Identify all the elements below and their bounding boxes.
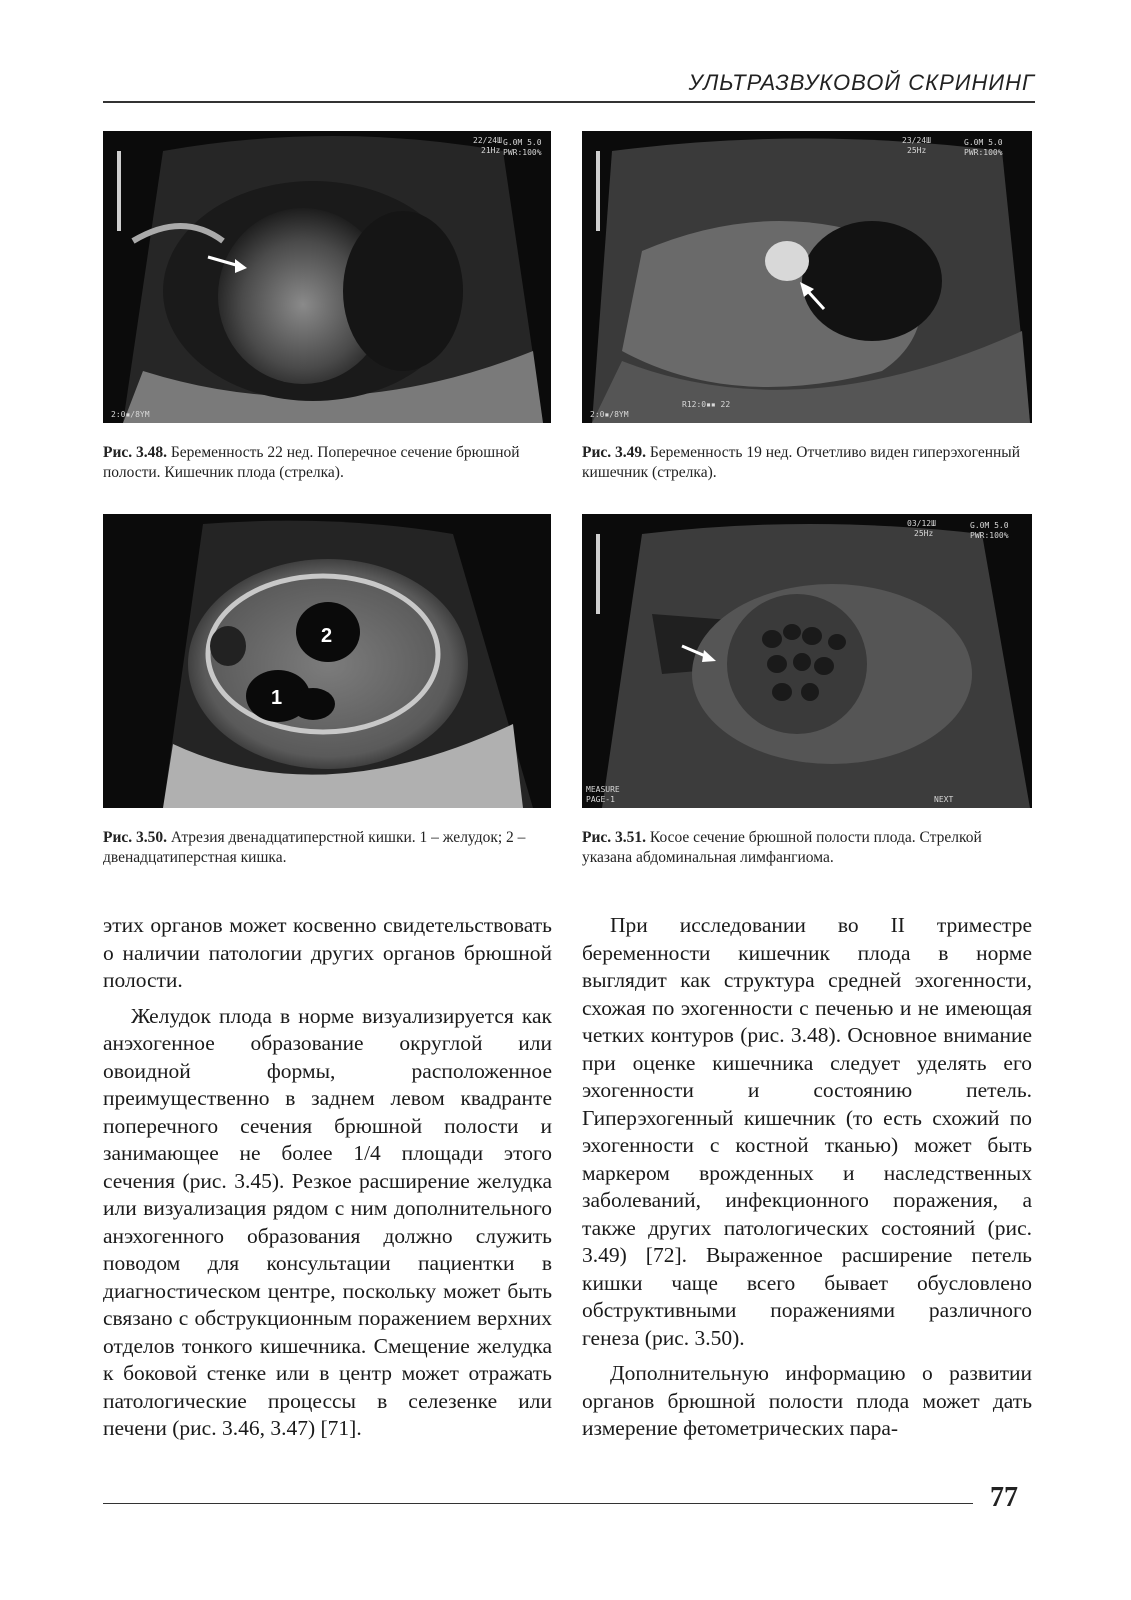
overlay-text: 2:0▪/8YM	[111, 410, 150, 419]
figure-label: Рис. 3.48.	[103, 444, 168, 461]
figure-caption-3-50	[103, 828, 551, 868]
figure-caption-3-48	[103, 443, 551, 483]
figure-label: Рис. 3.51.	[582, 829, 647, 846]
figure-caption-3-51	[582, 828, 1032, 868]
body-column-right	[582, 912, 1032, 1443]
overlay-text: 25Hz	[907, 146, 927, 155]
footer-rule	[103, 1503, 973, 1504]
overlay-text: PAGE-1	[586, 795, 615, 804]
figure-label: Рис. 3.49.	[582, 444, 647, 461]
overlay-text: 03/12Ш	[907, 519, 936, 528]
overlay-text: 25Hz	[914, 529, 934, 538]
paragraph: Желудок плода в норме визуализируется как анэхогенное образование округлой или овоидной формы, расположенное преимущественно в заднем левом квадранте поперечного сечения брюшной полости и занимающее не более 1/4 площади этого сечения (рис. 3.45). Резкое расширение желудка или визуализация рядом с ним дополнительного анэхогенного образования должно служить поводом для консультации пациентки в диагностическом центре, поскольку может быть связано с обструкционным поражением верхних отделов тонкого кишечника. Смещение желудка к боковой стенке или в центр может отражать патологические процессы в селезенке или печени (рис. 3.46, 3.47) [71].	[103, 1003, 552, 1440]
caption-text: Атрезия двенадцатиперстной кишки. 1 – желудок; 2 – двенадцатиперстная кишка.	[103, 829, 526, 866]
overlay-text: G.0M 5.0	[970, 521, 1009, 530]
label-stomach: 1	[271, 687, 283, 709]
overlay-text: MEASURE	[586, 785, 620, 794]
overlay-text: G.0M 5.0	[964, 138, 1003, 147]
overlay-text: G.0M 5.0	[503, 138, 542, 147]
ultrasound-image-3-48	[103, 131, 551, 423]
overlay-text: NEXT	[934, 795, 954, 804]
paragraph: При исследовании во II триместре беременности кишечник плода в норме выглядит как структура средней эхогенности, схожая по эхогенности с печенью и не имеющая четких контуров (рис. 3.48). Основное внимание при оценке кишечника следует уделять его эхогенности и состоянию петель. Гиперэхогенный кишечник (то есть схожий по эхогенности с костной тканью) может быть маркером врожденных и наследственных заболеваний, инфекционного поражения, а также других патологических состояний (рис. 3.49) [72]. Выраженное расширение петель кишки чаще всего бывает обусловлено обструктивными поражениями различного генеза (рис. 3.50).	[582, 913, 1032, 1350]
overlay-text: PWR:100%	[503, 148, 542, 157]
overlay-text: 21Hz	[481, 146, 501, 155]
overlay-text: PWR:100%	[964, 148, 1003, 157]
paragraph: этих органов может косвенно свидетельствовать о наличии патологии других органов брюшной полости.	[103, 913, 552, 992]
body-column-left	[103, 912, 552, 1443]
overlay-text: 22/24Ш	[473, 136, 502, 145]
caption-text: Косое сечение брюшной полости плода. Стрелкой указана абдоминальная лимфангиома.	[582, 829, 982, 866]
label-duodenum: 2	[321, 625, 333, 647]
ultrasound-image-3-49	[582, 131, 1032, 423]
ultrasound-image-3-51	[582, 514, 1032, 808]
overlay-text: R12:0▪▪ 22	[682, 400, 731, 409]
caption-text: Беременность 22 нед. Поперечное сечение брюшной полости. Кишечник плода (стрелка).	[103, 444, 520, 481]
paragraph: Дополнительную информацию о развитии органов брюшной полости плода может дать измерение фетометрических пара-	[582, 1361, 1032, 1440]
figure-label: Рис. 3.50.	[103, 829, 168, 846]
caption-text: Беременность 19 нед. Отчетливо виден гиперэхогенный кишечник (стрелка).	[582, 444, 1021, 481]
overlay-text: 23/24Ш	[902, 136, 931, 145]
page-number: 77	[990, 1482, 1018, 1513]
header-rule	[103, 101, 1035, 103]
overlay-text: PWR:100%	[970, 531, 1009, 540]
figure-caption-3-49	[582, 443, 1032, 483]
ultrasound-image-3-50	[103, 514, 551, 808]
running-header: УЛЬТРАЗВУКОВОЙ СКРИНИНГ	[688, 70, 1035, 95]
overlay-text: 2:0▪/8YM	[590, 410, 629, 419]
